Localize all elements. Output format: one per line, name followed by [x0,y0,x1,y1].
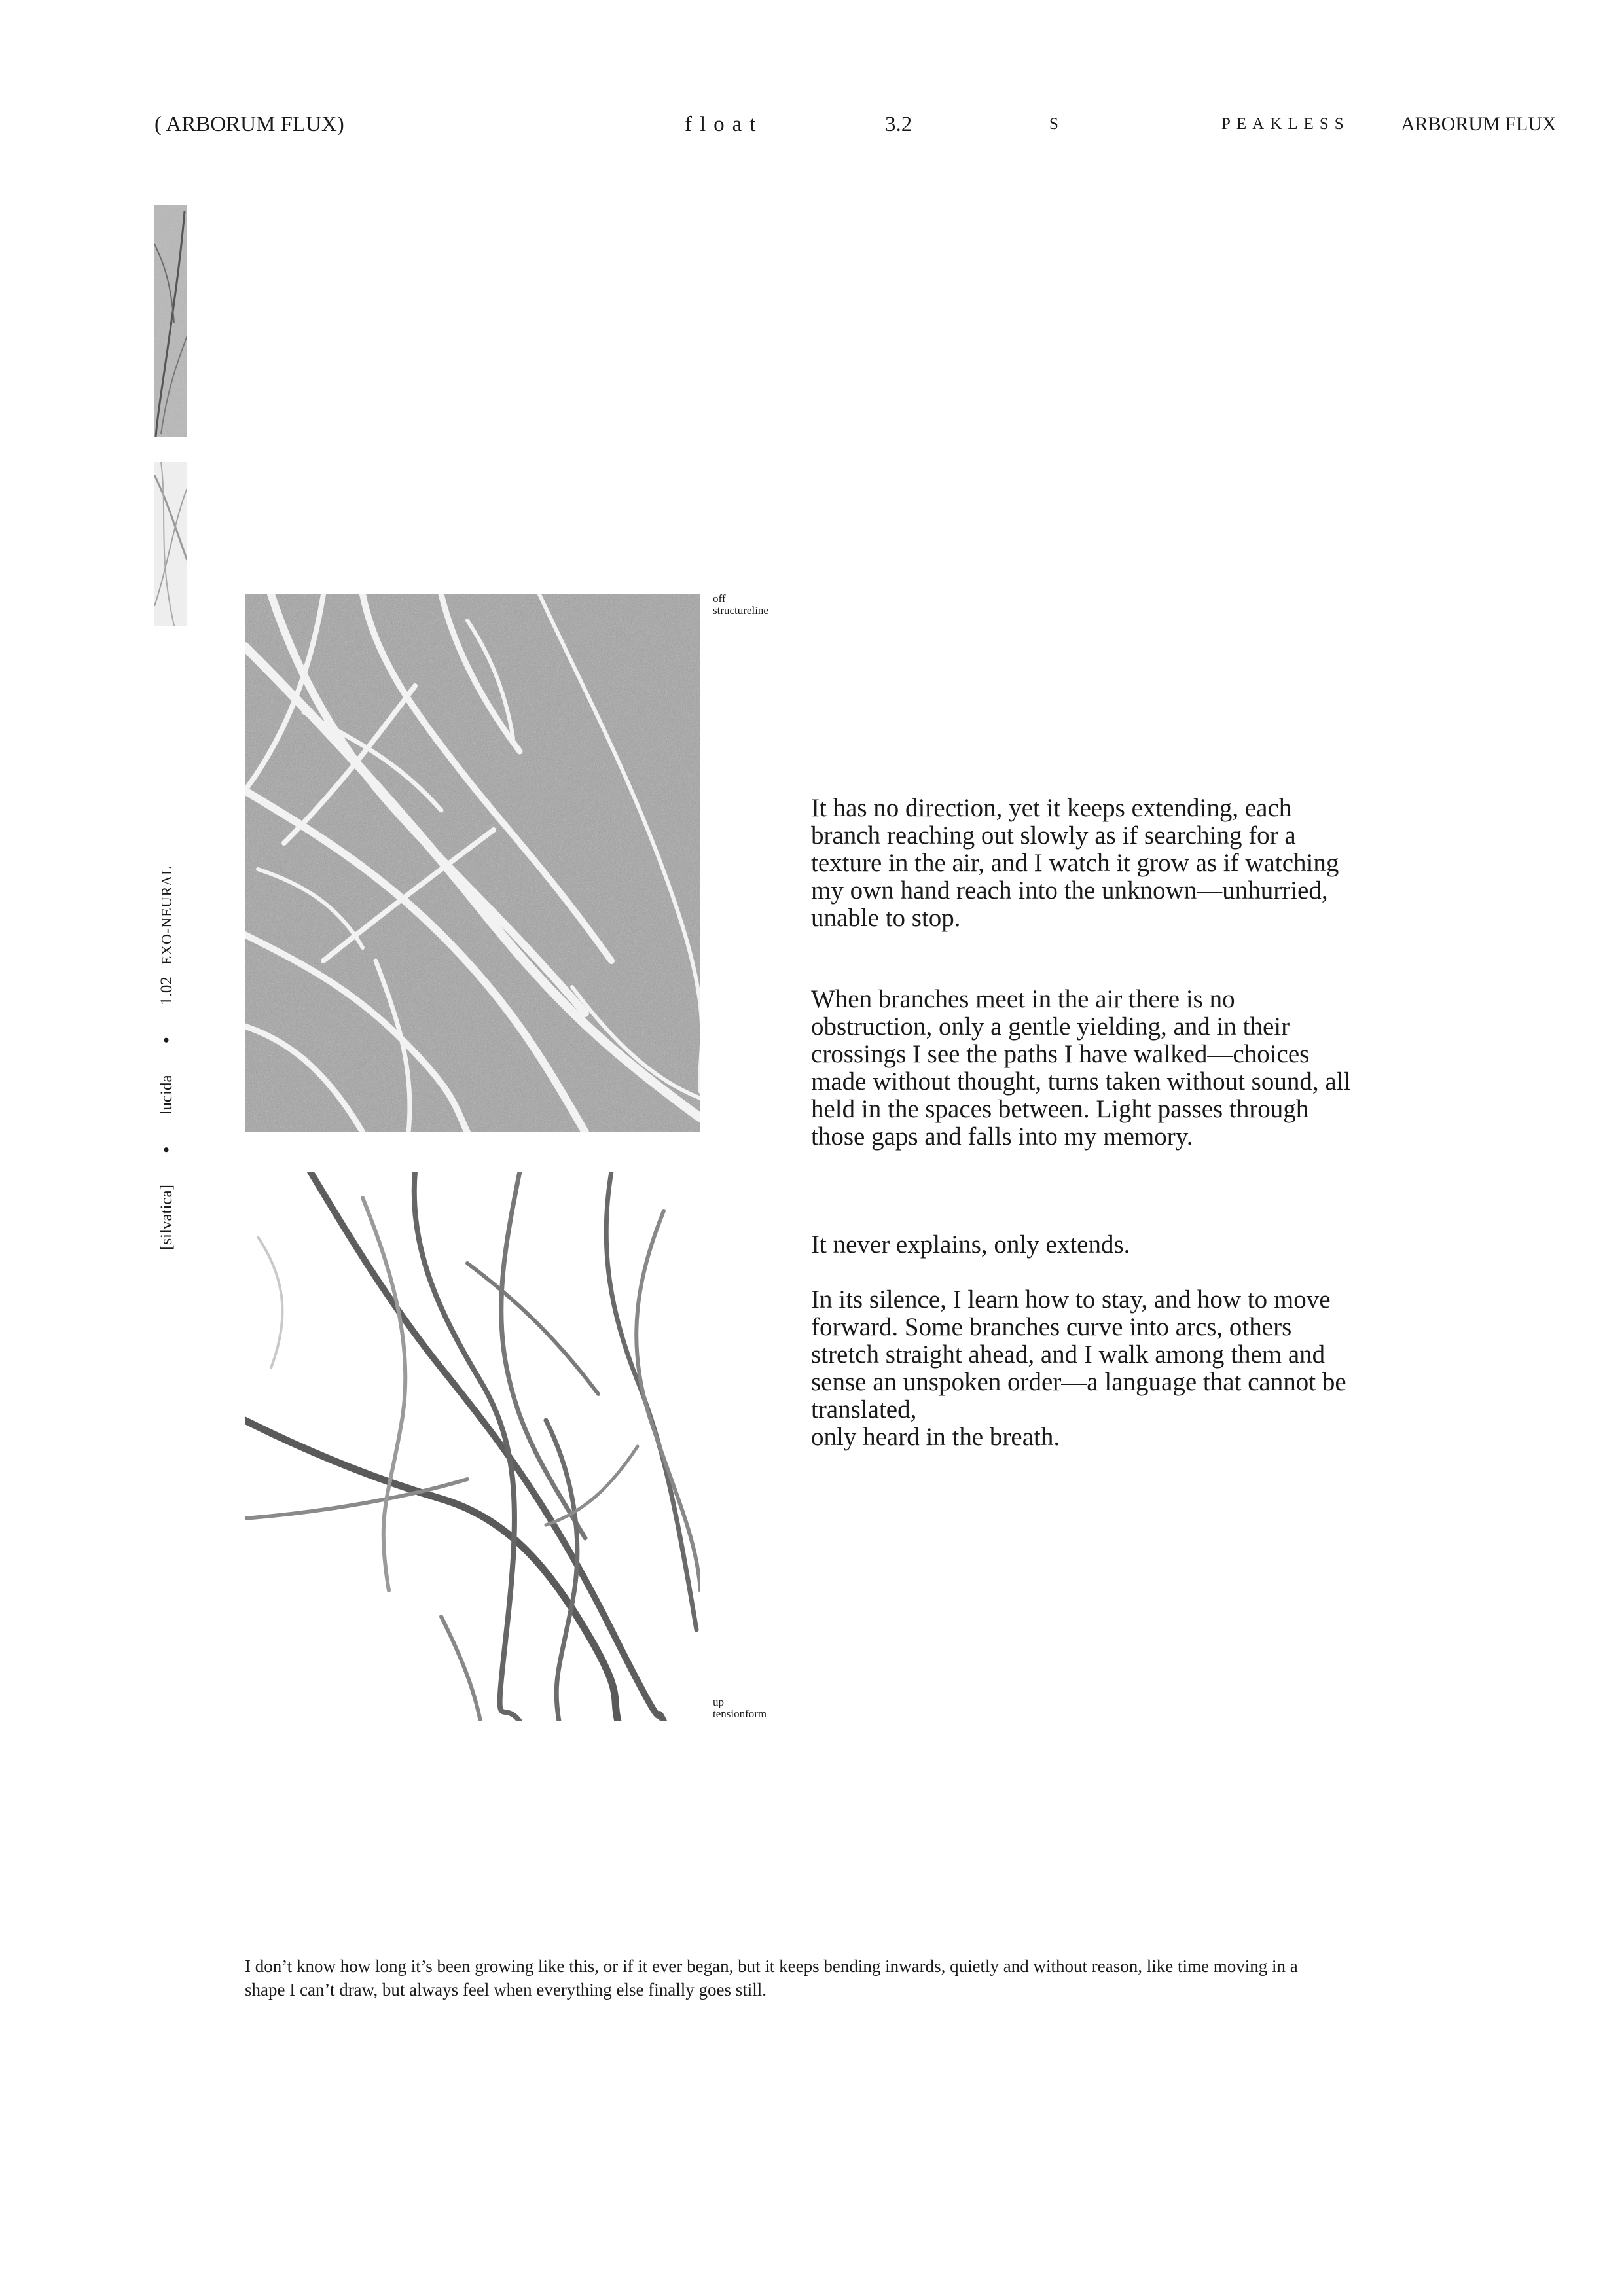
body-paragraph-3 [811,1231,1354,1259]
branch-image-white-on-grey [245,594,700,1132]
sidebar-label-exo-neural: EXO-NEURAL [158,865,175,965]
header-version: 3.2 [885,113,912,136]
body-paragraph-text: When branches meet in the air there is no obstruction, only a gentle yielding, and in their crossings I see the paths I have walked—choices made without thought, turns taken without sound, all held in the spaces between. Light passes through those gaps and falls into my memory. [811,985,1351,1151]
sidebar-label-version: 1.02 [158,977,175,1005]
sidebar-bullet: • [156,1146,177,1154]
sidebar-bullet: • [156,1036,177,1044]
thumbnail-branch-illustration [154,462,187,626]
figure-note-bottom-line2: tensionform [713,1708,767,1720]
thumbnail-branch-texture-2 [154,462,187,626]
body-paragraph-1 [811,795,1354,932]
figure-note-top-line2: structureline [713,604,768,617]
header-peakless: PEAKLESS [1221,115,1350,133]
header-title-left: ( ARBORUM FLUX) [154,113,344,136]
branch-image-pencil-on-white [245,1172,700,1721]
body-paragraph-text: It never explains, only extends. [811,1230,1130,1259]
sidebar-label-silvatica: [silvatica] [158,1185,175,1250]
body-paragraph-last-line: only heard in the breath. [811,1423,1060,1451]
thumbnail-branch-texture-1 [154,205,187,437]
footer-caption: I don’t know how long it’s been growing like this, or if it ever began, but it keeps bending inwards, quietly and without reason, like time moving in a shape I can’t draw, but always feel when everything else finally goes still. [245,1956,1298,2000]
body-paragraph-text: It has no direction, yet it keeps extending, each branch reaching out slowly as if searching for a texture in the air, and I watch it grow as if watching my own hand reach into the unknown—unhurried, unable to stop. [811,794,1339,932]
header-title-right: ARBORUM FLUX [1401,113,1557,135]
figure-note-bottom-line1: up [713,1696,724,1708]
body-paragraph-text: In its silence, I learn how to stay, and how to move forward. Some branches curve into arcs, others stretch straight ahead, and I walk among them and sense an unspoken order—a language that cannot be translated, [811,1285,1346,1424]
body-paragraph-4 [811,1286,1354,1451]
thumbnail-branch-illustration [154,205,187,437]
figure-note-top-line1: off [713,592,726,605]
figure-note-bottom [713,1696,767,1720]
sidebar-label-lucida: lucida [158,1075,175,1115]
body-paragraph-2 [811,986,1354,1151]
header-s-label: S [1049,115,1064,133]
figure-note-top [713,593,768,617]
vertical-sidebar-labels [157,865,177,1250]
branch-illustration-white [245,594,700,1132]
header-float-label: float [685,113,764,136]
branch-illustration-pencil [245,1172,700,1721]
